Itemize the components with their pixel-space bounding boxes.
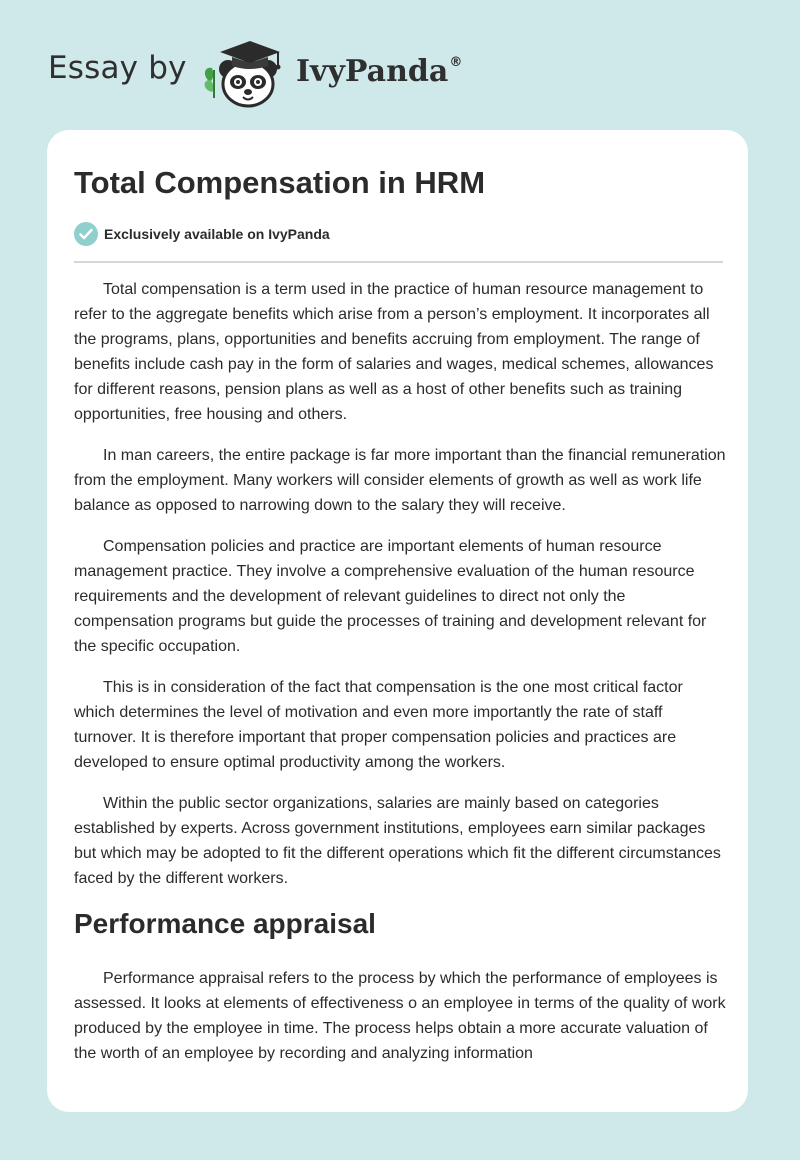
paragraph: This is in consideration of the fact that compensation is the one most critical factor which determines the level of motivation and even more importantly the rate of staff turnover. It is therefore important that proper compensation policies and practices are developed to ensure optimal productivity among the workers. bbox=[74, 679, 683, 771]
article-card bbox=[47, 130, 748, 1112]
brand-name-text: IvyPanda bbox=[296, 54, 449, 89]
exclusive-badge bbox=[74, 221, 330, 247]
title-divider bbox=[74, 261, 723, 263]
check-circle-icon bbox=[74, 222, 98, 246]
paragraph: Within the public sector organizations, salaries are mainly based on categories established by experts. Across government institutions, employees earn similar packages but which may be adopted to fit the different operations which fit the different circumstances faced by the different workers. bbox=[74, 795, 721, 887]
registered-mark: ® bbox=[449, 55, 463, 70]
article-body bbox=[74, 277, 726, 1082]
site-header bbox=[0, 0, 800, 130]
brand-name bbox=[296, 54, 462, 89]
exclusive-badge-text: Exclusively available on IvyPanda bbox=[104, 226, 330, 242]
brand-prefix: Essay by bbox=[48, 50, 187, 86]
paragraph: Total compensation is a term used in the practice of human resource management to refer to the aggregate benefits which arise from a person’s employment. It incorporates all the programs, plans, opportunities and benefits accruing from employment. The range of benefits include cash pay in the form of salaries and wages, medical schemes, allowances for different reasons, pension plans as well as a host of other benefits such as training opportunities, free housing and others. bbox=[74, 281, 714, 423]
panda-graduate-icon[interactable] bbox=[200, 36, 292, 110]
section-heading: Performance appraisal bbox=[74, 908, 376, 939]
paragraph: Performance appraisal refers to the process by which the performance of employees is assessed. It looks at elements of effectiveness o an employee in terms of the quality of work produced by the employee in time. The process helps obtain a more accurate valuation of the worth of an employee by recording and analyzing information bbox=[74, 970, 726, 1062]
paragraph: Compensation policies and practice are important elements of human resource management practice. They involve a comprehensive evaluation of the human resource requirements and the development of relevant guidelines to direct not only the compensation programs but guide the processes of training and development relevant for the specific occupation. bbox=[74, 538, 707, 655]
paragraph: In man careers, the entire package is far more important than the financial remuneration from the employment. Many workers will consider elements of growth as well as work life balance as opposed to narrowing down to the salary they will receive. bbox=[74, 447, 726, 514]
article-title: Total Compensation in HRM bbox=[74, 165, 486, 200]
